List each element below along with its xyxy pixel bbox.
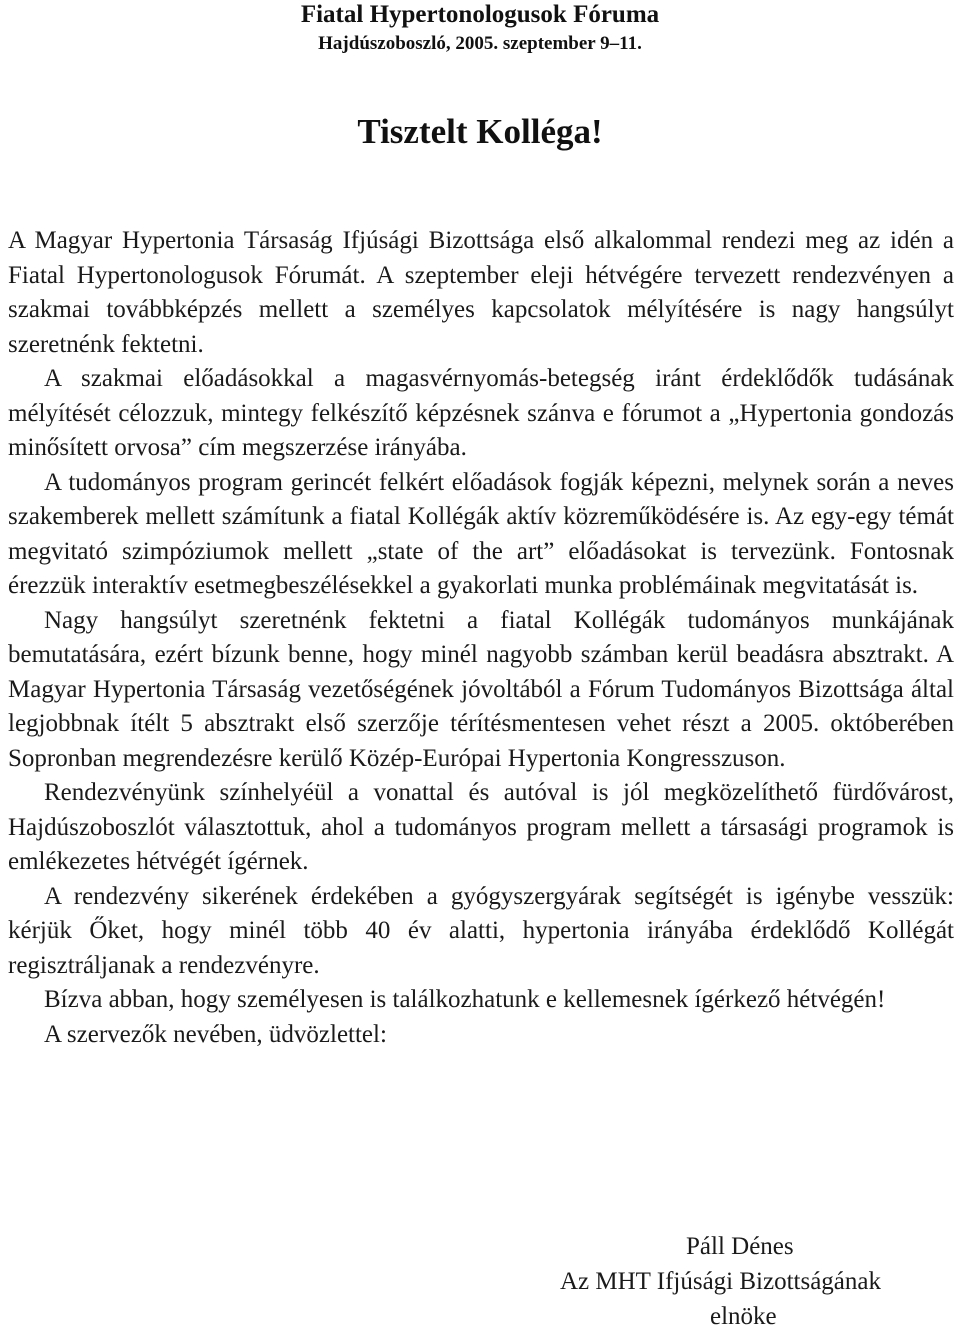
paragraph-abstracts: Nagy hangsúlyt szeretnénk fektetni a fiatal Kollégák tudományos munkájának bemutatására, ezért bízunk benne, hogy minél nagyobb számban kerül beadásra absztrakt. A Magyar Hypertonia Társaság vezetőségének jóvoltából a Fórum Tudományos Bizottsága által legjobbnak ítélt 5 absztrakt első szerzője térítésmentesen vehet részt a 2005. októberében Sopronban megrendezésre kerülő Közép-Európai Hypertonia Kongresszuson. (8, 606, 954, 772)
event-header (0, 0, 960, 56)
greeting-heading: Tisztelt Kolléga! (357, 112, 603, 151)
event-title: Fiatal Hypertonologusok Fóruma (300, 1, 660, 28)
signatory-role: Az MHT Ifjúsági Bizottságának (560, 1268, 881, 1295)
paragraph-venue: Rendezvényünk színhelyéül a vonattal és autóval is jól megközelíthető fürdővárost, Hajdúszoboszlót választottuk, ahol a tudományos program mellett a társasági programok is emlékezetes hétvégét ígérnek. (8, 779, 954, 875)
paragraph-salutation: A szervezők nevében, üdvözlettel: (44, 1020, 387, 1048)
event-location-date: Hajdúszoboszló, 2005. szeptember 9–11. (318, 33, 642, 54)
letter-body (8, 224, 954, 1052)
paragraph-program: A tudományos program gerincét felkért előadások fogják képezni, melynek során a neves szakemberek mellett számítunk a fiatal Kollégák aktív közreműködésére is. Az egy-egy témát megvitató szimpóziumok mellett „state of the art” előadásokat is tervezünk. Fontosnak érezzük interaktív esetmegbeszélésekkel a gyakorlati munka problémáinak megvitatását is. (8, 468, 954, 599)
paragraph-intro: A Magyar Hypertonia Társaság Ifjúsági Bizottsága első alkalommal rendezi meg az idén a Fiatal Hypertonologusok Fórumát. A szeptember eleji hétvégére tervezett rendezvényen a szakmai továbbképzés mellett a személyes kapcsolatok mélyítésére is nagy hangsúlyt szeretnénk fektetni. (8, 227, 954, 358)
signatory-title: elnöke (710, 1303, 777, 1330)
paragraph-sponsors: A rendezvény sikerének érdekében a gyógyszergyárak segítségét is igénybe vesszük: kérjük Őket, hogy minél több 40 év alatti, hypertonia irányába érdeklődő Kollégát regisztráljanak a rendezvényre. (8, 882, 954, 979)
paragraph-closing: Bízva abban, hogy személyesen is találkozhatunk e kellemesnek ígérkező hétvégén! (44, 986, 886, 1013)
paragraph-lectures: A szakmai előadásokkal a magasvérnyomás-betegség iránt érdeklődők tudásának mélyítését célozzuk, mintegy felkészítő képzésnek szánva e fórumot a „Hypertonia gondozás minősített orvosa” cím megszerzése irányába. (8, 365, 954, 461)
signatory-name: Páll Dénes (686, 1233, 794, 1260)
